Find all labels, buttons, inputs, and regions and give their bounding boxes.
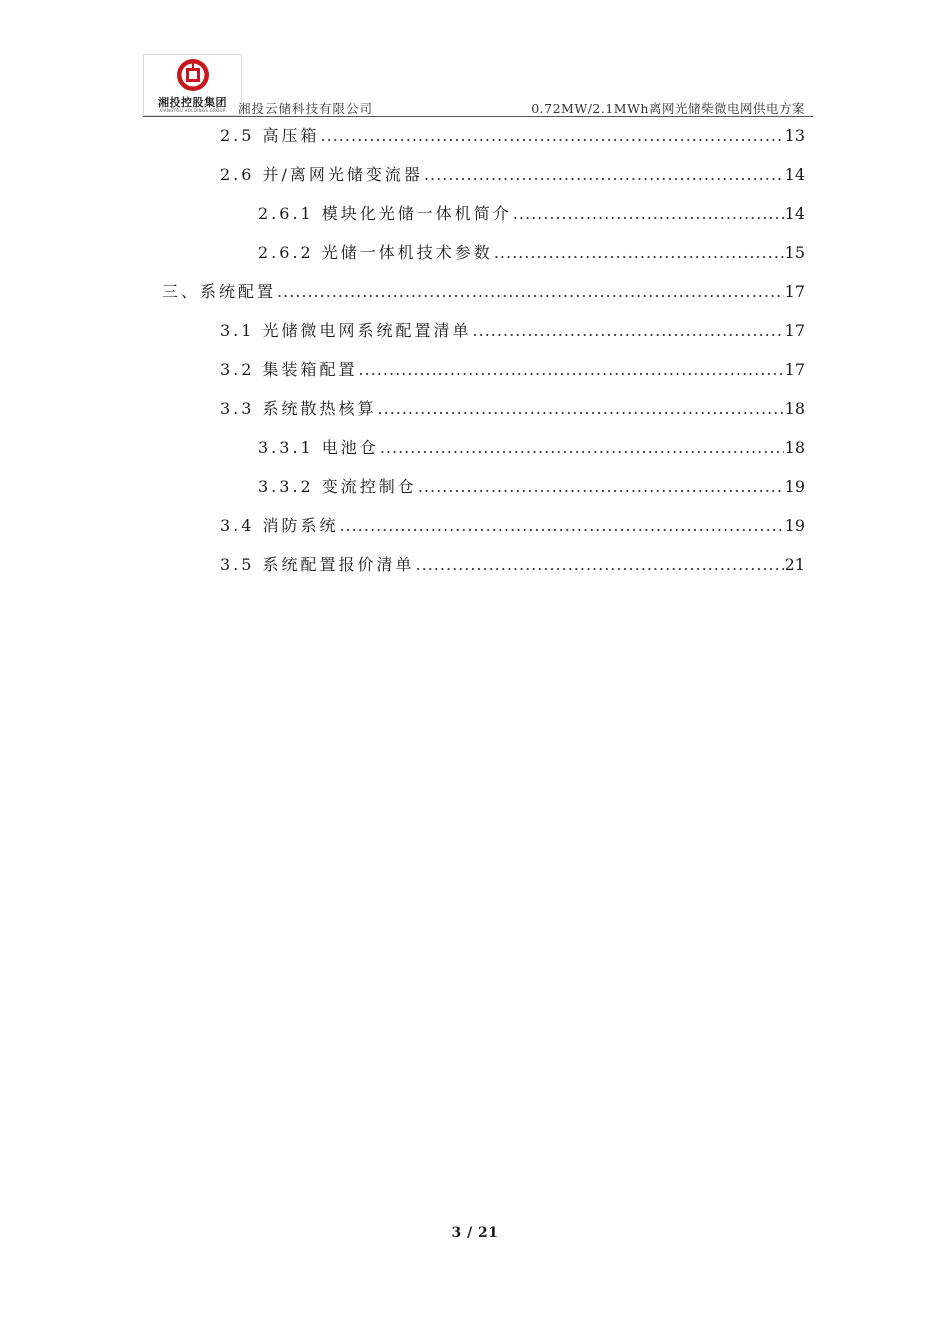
toc-page-number: 13 [784, 126, 805, 145]
header-company: 湘投云储科技有限公司 [238, 101, 374, 116]
toc-page-number: 19 [784, 516, 805, 535]
toc-entry-3-5[interactable] [220, 553, 805, 575]
toc-label: 三、系统配置 [162, 282, 277, 301]
toc-label: 2.6.2 光储一体机技术参数 [258, 243, 493, 262]
toc-entry-chapter-3[interactable] [162, 280, 805, 302]
toc-page-number: 14 [784, 204, 805, 223]
toc-leader [513, 204, 784, 224]
toc-leader [473, 321, 784, 341]
logo-name: 湘投控股集团 [158, 96, 227, 109]
toc-entry-3-3-2[interactable] [258, 475, 805, 497]
toc-page-number: 18 [784, 438, 805, 457]
header-document-title: 0.72MW/2.1MWh离网光储柴微电网供电方案 [531, 101, 805, 116]
header-divider [143, 116, 813, 117]
toc-entry-3-2[interactable] [220, 358, 805, 380]
company-logo [143, 54, 242, 116]
toc-entry-3-3[interactable] [220, 397, 805, 419]
toc-page-number: 18 [784, 399, 805, 418]
toc-leader [494, 243, 784, 263]
toc-entry-2-6[interactable] [220, 163, 805, 185]
toc-leader [321, 126, 784, 146]
toc-leader [277, 282, 784, 302]
toc-label: 3.3 系统散热核算 [220, 399, 377, 418]
toc-entry-2-5[interactable] [220, 124, 805, 146]
toc-entry-3-1[interactable] [220, 319, 805, 341]
toc-entry-2-6-2[interactable] [258, 241, 805, 263]
toc-page-number: 17 [784, 282, 805, 301]
toc-leader [359, 360, 784, 380]
toc-page-number: 15 [784, 243, 805, 262]
company-logo-icon [176, 58, 210, 92]
toc-leader [378, 399, 784, 419]
toc-leader [416, 555, 784, 575]
toc-page-number: 21 [784, 555, 805, 574]
toc-page-number: 17 [784, 321, 805, 340]
toc-leader [418, 477, 784, 497]
toc-leader [380, 438, 784, 458]
toc-label: 3.1 光储微电网系统配置清单 [220, 321, 472, 340]
toc-leader [424, 165, 784, 185]
toc-leader [340, 516, 784, 536]
logo-subtitle: XIANGTOU HOLDINGS GROUP [159, 108, 226, 113]
toc-label: 3.4 消防系统 [220, 516, 339, 535]
toc-entry-3-4[interactable] [220, 514, 805, 536]
toc-label: 3.5 系统配置报价清单 [220, 555, 415, 574]
toc-label: 3.2 集装箱配置 [220, 360, 358, 379]
toc-label: 3.3.2 变流控制仓 [258, 477, 417, 496]
toc-label: 2.6.1 模块化光储一体机简介 [258, 204, 512, 223]
toc-page-number: 17 [784, 360, 805, 379]
toc-page-number: 19 [784, 477, 805, 496]
toc-label: 3.3.1 电池仓 [258, 438, 379, 457]
toc-label: 2.6 并/离网光储变流器 [220, 165, 423, 184]
page-number-footer: 3 / 21 [451, 1225, 499, 1241]
toc-label: 2.5 高压箱 [220, 126, 320, 145]
toc-page-number: 14 [784, 165, 805, 184]
toc-entry-2-6-1[interactable] [258, 202, 805, 224]
toc-entry-3-3-1[interactable] [258, 436, 805, 458]
